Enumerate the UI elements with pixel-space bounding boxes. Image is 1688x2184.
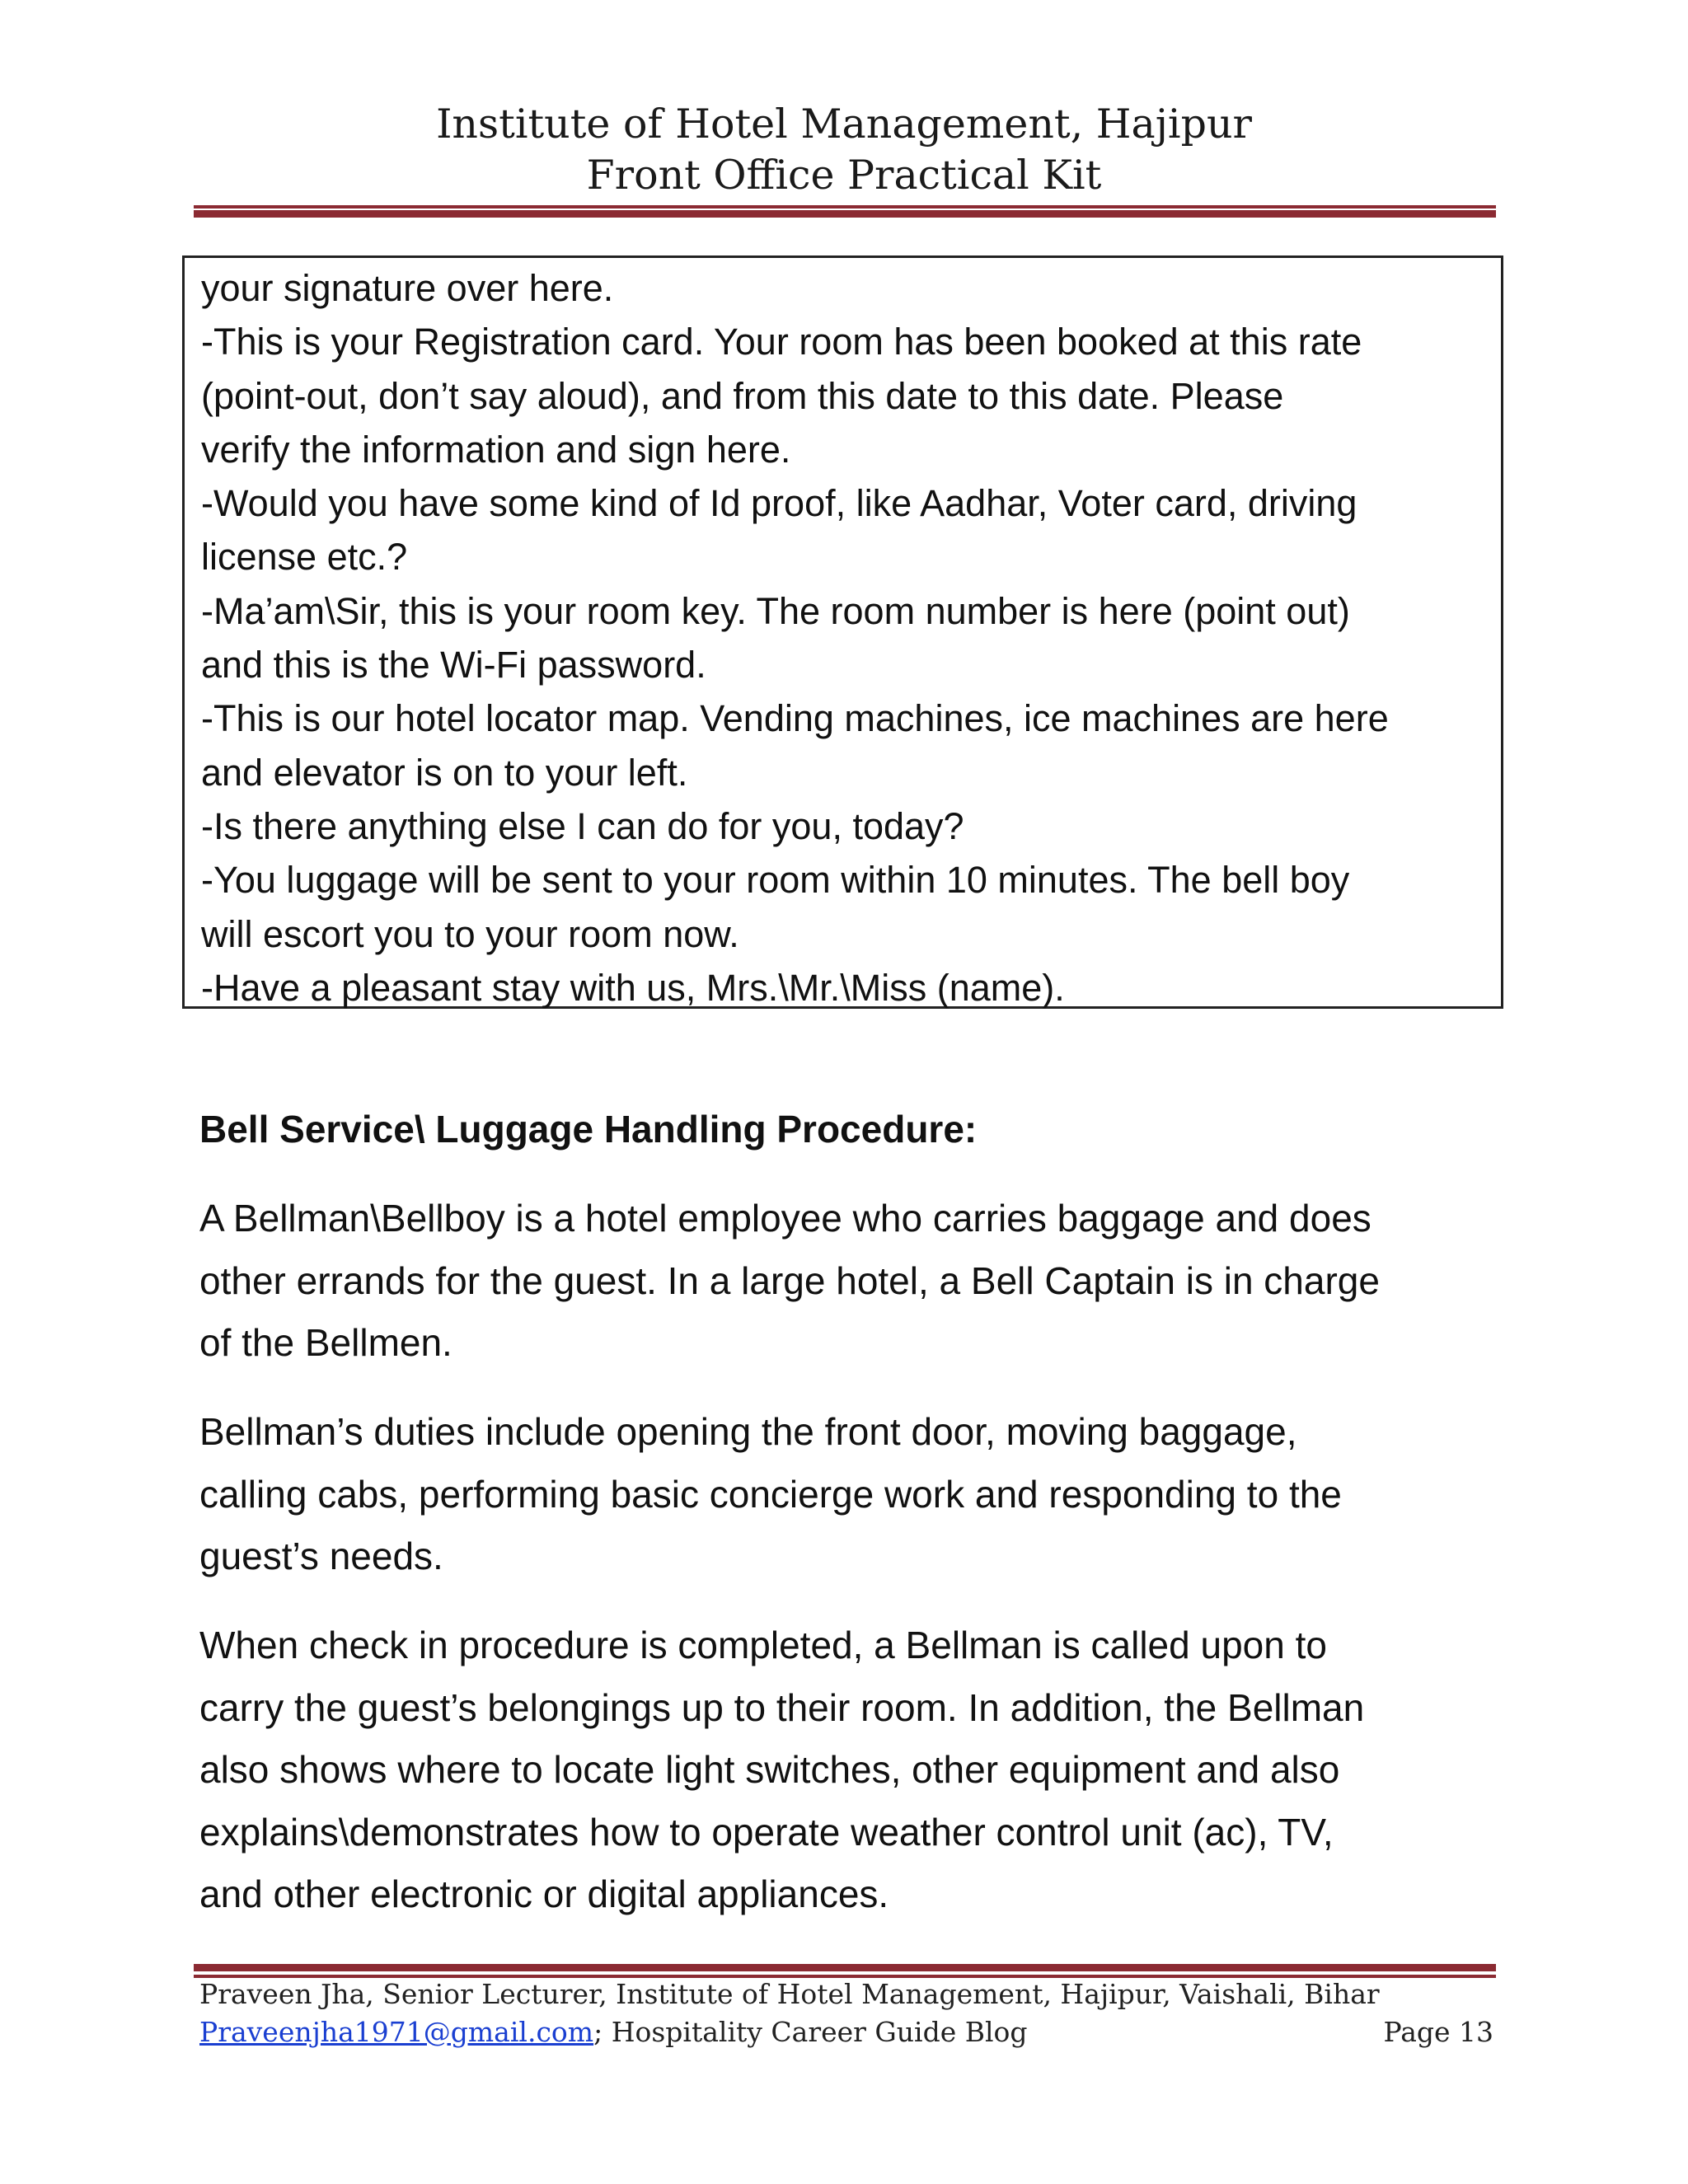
email-link[interactable]: Praveenjha1971@gmail.com	[199, 2016, 594, 2048]
paragraph-line: and other electronic or digital appliances.	[199, 1872, 889, 1915]
paragraph-line: explains\demonstrates how to operate weather control unit (ac), TV,	[199, 1810, 1334, 1854]
box-line: license etc.?	[201, 536, 408, 579]
header-subtitle: Front Office Practical Kit	[586, 152, 1102, 199]
box-line: and this is the Wi-Fi password.	[201, 644, 706, 687]
box-line: -You luggage will be sent to your room within 10 minutes. The bell boy	[201, 859, 1350, 902]
paragraph-line: A Bellman\Bellboy is a hotel employee who carries baggage and does	[199, 1197, 1372, 1240]
header-rule-thin	[194, 205, 1496, 209]
paragraph-line: calling cabs, performing basic concierge work and responding to the	[199, 1472, 1342, 1516]
section-heading: Bell Service\ Luggage Handling Procedure:	[199, 1108, 978, 1151]
paragraph-check-in-escort	[199, 1615, 1364, 1926]
paragraph-line: Bellman’s duties include opening the front door, moving baggage,	[199, 1410, 1297, 1453]
paragraph-line: of the Bellmen.	[199, 1321, 452, 1364]
page-header	[0, 99, 1688, 201]
footer-contact	[199, 2013, 1493, 2051]
footer-rule-thick	[194, 1964, 1496, 1971]
box-line: verify the information and sign here.	[201, 428, 791, 471]
page-number: Page 13	[1383, 2016, 1493, 2048]
box-line: and elevator is on to your left.	[201, 751, 688, 794]
box-line: -Ma’am\Sir, this is your room key. The room number is here (point out)	[201, 589, 1350, 632]
paragraph-line: guest’s needs.	[199, 1535, 443, 1577]
box-line: -Is there anything else I can do for you, today?	[201, 804, 964, 847]
header-rule-thick	[194, 210, 1496, 218]
blog-text: ; Hospitality Career Guide Blog	[593, 2016, 1028, 2048]
paragraph-line: other errands for the guest. In a large hotel, a Bell Captain is in charge	[199, 1258, 1380, 1302]
box-line: -This is your Registration card. Your room has been booked at this rate	[201, 321, 1362, 363]
paragraph-line: When check in procedure is completed, a Bellman is called upon to	[199, 1624, 1327, 1666]
dialogue-box	[182, 255, 1503, 1009]
paragraph-line: carry the guest’s belongings up to their room. In addition, the Bellman	[199, 1685, 1365, 1729]
paragraph-bellman-duties	[199, 1401, 1342, 1588]
footer-author: Praveen Jha, Senior Lecturer, Institute of Hotel Management, Hajipur, Vaishali, Bihar	[199, 1978, 1380, 2010]
header-institute: Institute of Hotel Management, Hajipur	[436, 101, 1252, 148]
box-line: -This is our hotel locator map. Vending machines, ice machines are here	[201, 697, 1389, 740]
paragraph-line: also shows where to locate light switches, other equipment and also	[199, 1748, 1340, 1791]
paragraph-bellman-definition	[199, 1188, 1380, 1375]
box-line: will escort you to your room now.	[201, 912, 739, 955]
box-line: -Have a pleasant stay with us, Mrs.\Mr.\Miss (name).	[201, 966, 1065, 1009]
box-line: (point-out, don’t say aloud), and from this date to this date. Please	[201, 374, 1284, 417]
box-line: your signature over here.	[201, 267, 614, 309]
box-line: -Would you have some kind of Id proof, like Aadhar, Voter card, driving	[201, 482, 1357, 525]
